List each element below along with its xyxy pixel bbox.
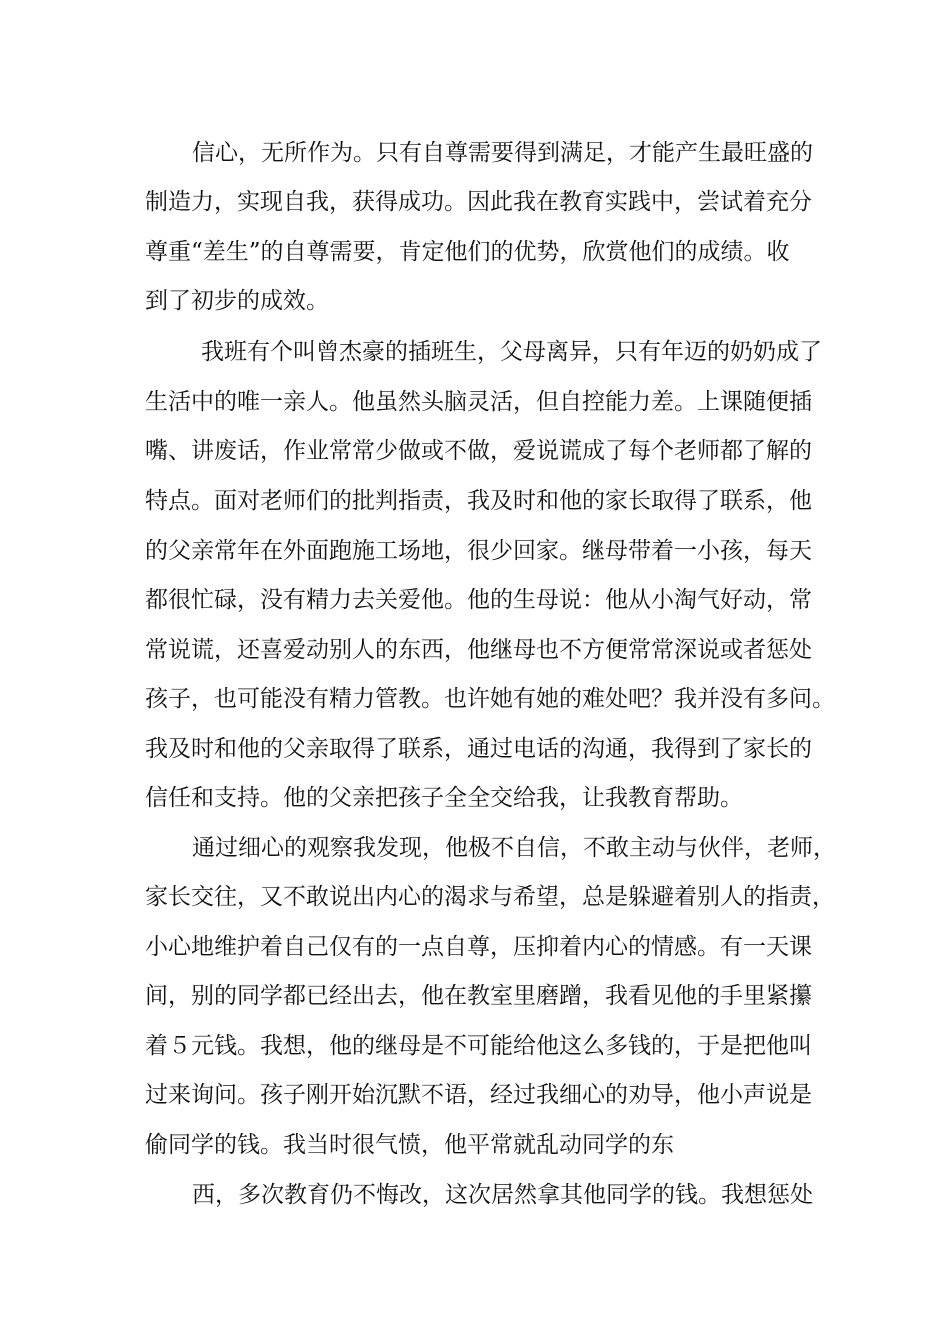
text-line-15: 通过细心的观察我发现，他极不自信，不敢主动与伙伴，老师， [192, 835, 836, 861]
text-line-8: 特点。面对老师们的批判指责，我及时和他的家长取得了联系，他 [145, 488, 812, 514]
text-line-17: 小心地维护着自己仅有的一点自尊，压抑着内心的情感。有一天课 [145, 934, 812, 960]
text-line-21: 偷同学的钱。我当时很气愤，他平常就乱动同学的东 [145, 1132, 674, 1158]
text-line-10: 都很忙碌，没有精力去关爱他。他的生母说：他从小淘气好动，常 [145, 587, 812, 613]
text-line-7: 嘴、讲废话，作业常常少做或不做，爱说谎成了每个老师都了解的 [145, 438, 812, 464]
text-line-6: 生活中的唯一亲人。他虽然头脑灵活，但自控能力差。上课随便插 [145, 389, 812, 415]
text-line-11: 常说谎，还喜爱动别人的东西，他继母也不方便常常深说或者惩处 [145, 637, 812, 663]
text-line-3: 尊重“差生”的自尊需要，肯定他们的优势，欣赏他们的成绩。收 [145, 239, 790, 265]
text-line-19: 着５元钱。我想，他的继母是不可能给他这么多钱的，于是把他叫 [145, 1033, 812, 1059]
text-line-13: 我及时和他的父亲取得了联系，通过电话的沟通，我得到了家长的 [145, 736, 812, 762]
text-line-9: 的父亲常年在外面跑施工场地，很少回家。继母带着一小孩，每天 [145, 538, 812, 564]
text-line-22: 西，多次教育仍不悔改，这次居然拿其他同学的钱。我想惩处 [192, 1182, 813, 1208]
text-line-20: 过来询问。孩子刚开始沉默不语，经过我细心的劝导，他小声说是 [145, 1082, 812, 1108]
text-line-4: 到了初步的成效。 [145, 288, 329, 314]
text-line-2: 制造力，实现自我，获得成功。因此我在教育实践中，尝试着充分 [145, 189, 812, 215]
text-line-18: 间，别的同学都已经出去，他在教室里磨蹭，我看见他的手里紧攥 [145, 983, 812, 1009]
text-line-1: 信心，无所作为。只有自尊需要得到满足，才能产生最旺盛的 [192, 140, 813, 166]
text-line-14: 信任和支持。他的父亲把孩子全全交给我，让我教育帮助。 [145, 785, 743, 811]
text-line-16: 家长交往，又不敢说出内心的渴求与希望，总是躲避着别人的指责， [145, 884, 835, 910]
text-line-5: 我班有个叫曾杰豪的插班生，父母离异，只有年迈的奶奶成了 [201, 339, 822, 365]
text-line-12: 孩子，也可能没有精力管教。也许她有她的难处吧？我并没有多问。 [145, 686, 835, 712]
